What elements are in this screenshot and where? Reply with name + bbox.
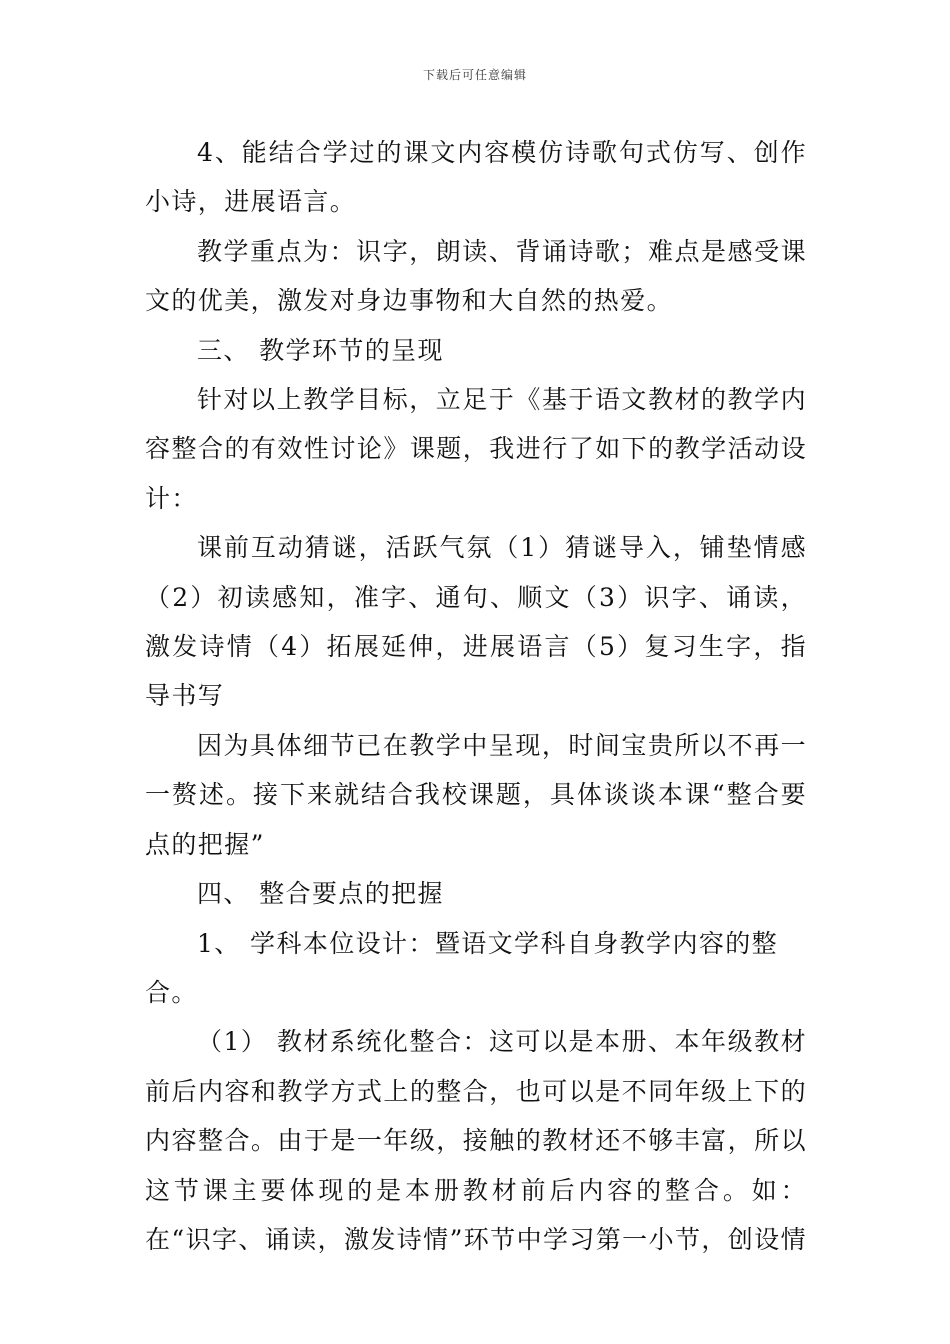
paragraph-key-points: 教学重点为：识字，朗读、背诵诗歌；难点是感受课文的优美，激发对身边事物和大自然的热爱。 — [145, 236, 807, 316]
paragraph-activity-design: 针对以上教学目标，立足于《基于语文教材的教学内容整合的有效性讨论》课题，我进行了如下的教学活动设计： — [145, 385, 807, 513]
section-heading-4: 四、 整合要点的把握 — [197, 879, 444, 909]
paragraph-textbook-integration: （1） 教材系统化整合：这可以是本册、本年级教材前后内容和教学方式上的整合，也可以是不同年级上下的内容整合。由于是一年级，接触的教材还不够丰富，所以这节课主要体现的是本册教材前后内容的整合。如：在“识字、诵读，激发诗情”环节中学习第一小节，创设情 — [145, 1027, 807, 1254]
paragraph-teaching-steps: 课前互动猜谜，活跃气氛（1）猜谜导入，铺垫情感（2）初读感知，准字、通句、顺文（3）识字、诵读，激发诗情（4）拓展延伸，进展语言（5）复习生字，指导书写 — [145, 533, 807, 711]
section-heading-3: 三、 教学环节的呈现 — [197, 335, 444, 365]
subsection-heading-1: 1、 学科本位设计：暨语文学科自身教学内容的整合。 — [145, 928, 779, 1007]
document-body — [145, 128, 807, 1264]
page-header: 下载后可任意编辑 — [422, 68, 527, 82]
paragraph-objective-4: 4、能结合学过的课文内容模仿诗歌句式仿写、创作小诗，进展语言。 — [145, 138, 807, 217]
paragraph-details-note: 因为具体细节已在教学中呈现，时间宝贵所以不再一一赘述。接下来就结合我校课题，具体谈谈本课“整合要点的把握” — [145, 730, 807, 859]
